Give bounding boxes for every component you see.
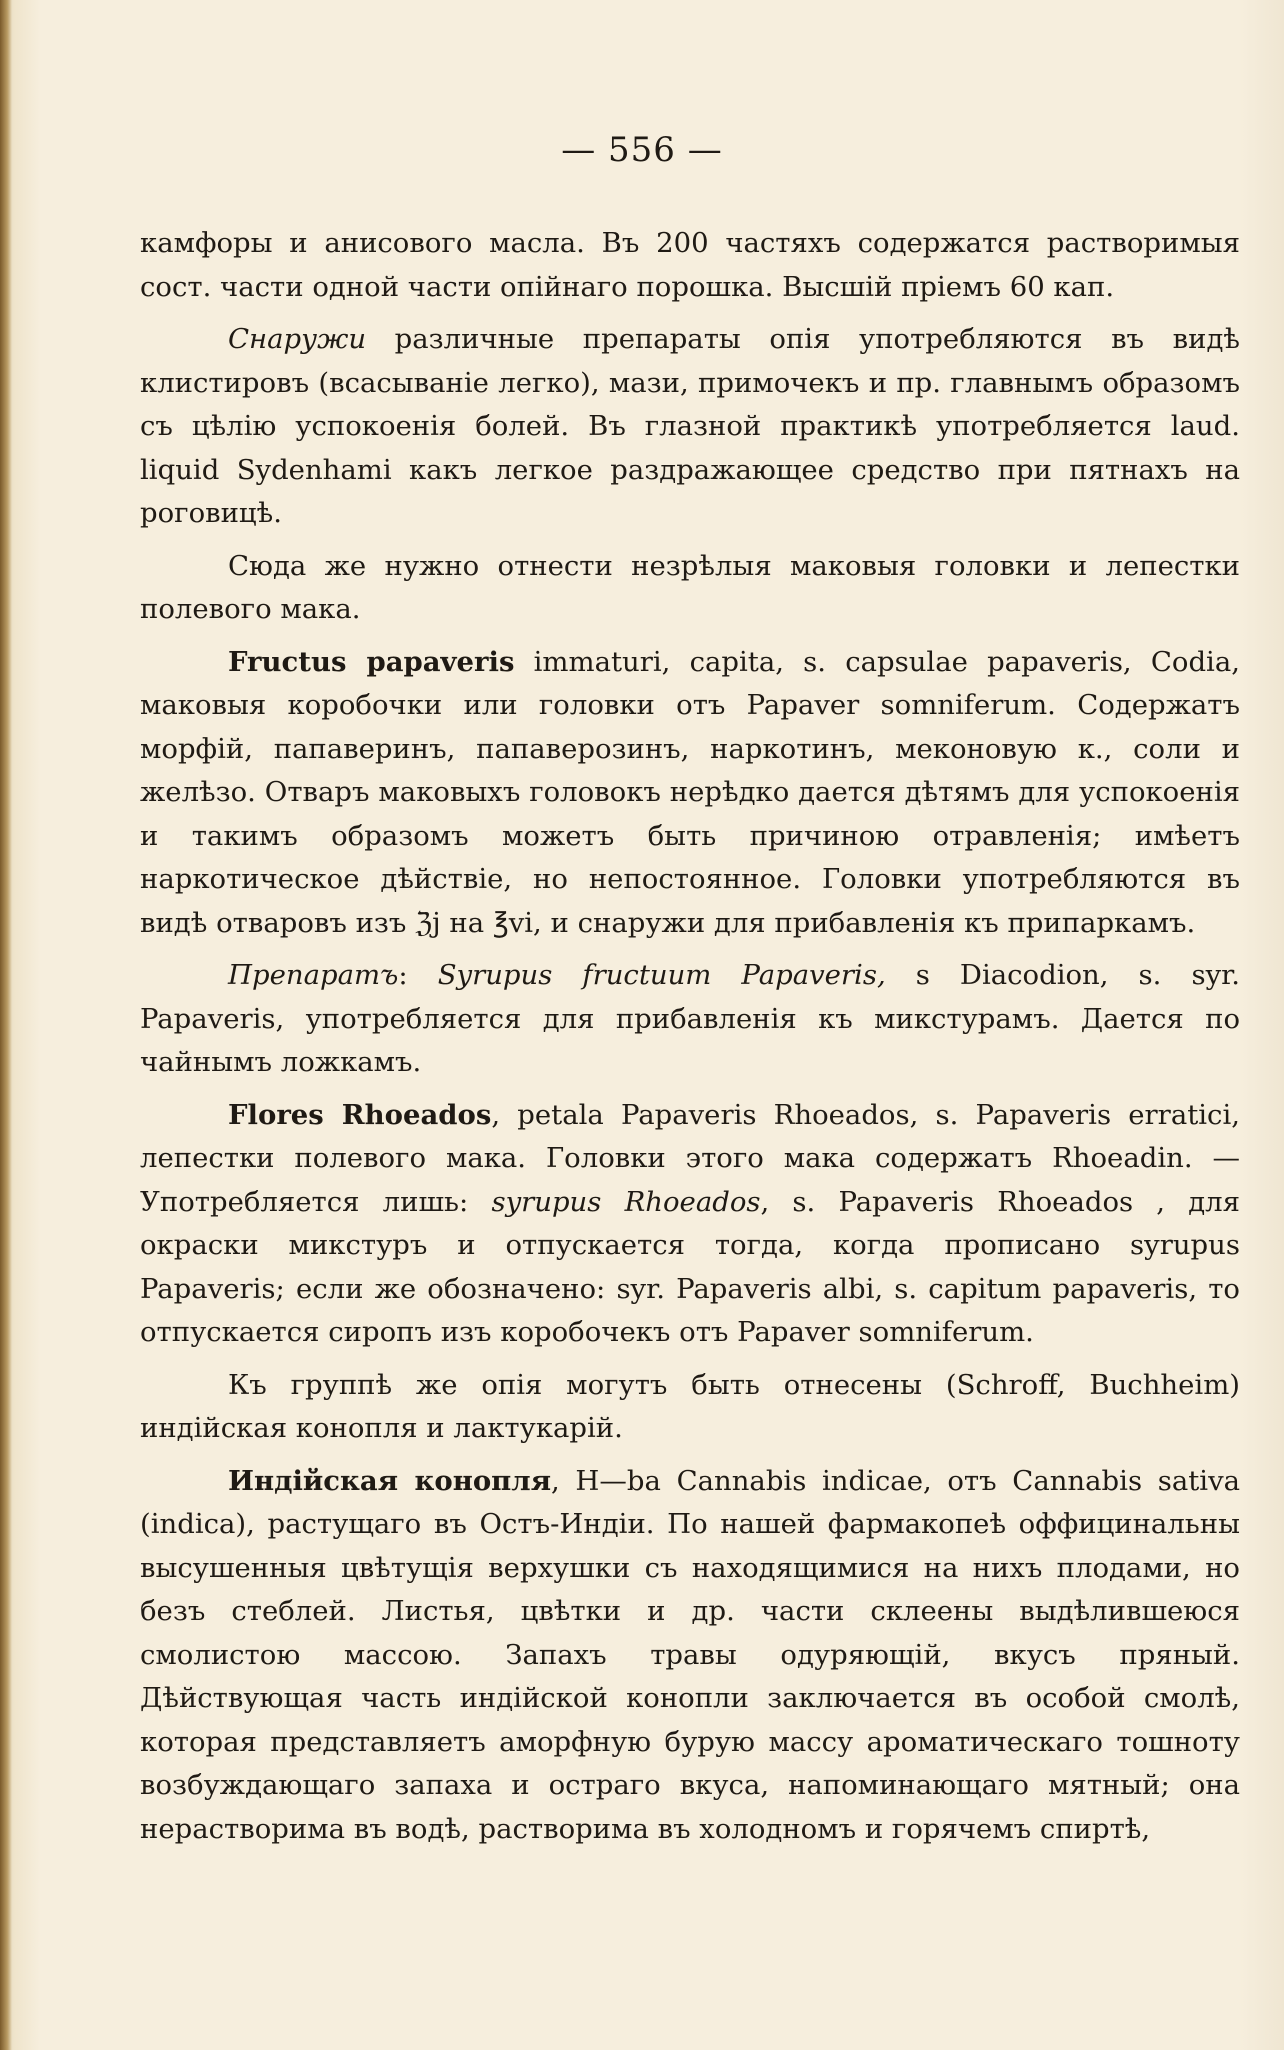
- paragraph-p7: [140, 1364, 1240, 1451]
- book-spine-edge: [0, 0, 12, 2050]
- text-run: камфоры и анисового масла. Въ 200 частяхъ содержатся растворимыя сост. части одной части опійнаго порошка. Высшій пріемъ 60 кап.: [140, 227, 1240, 303]
- text-run: Flores Rhoeados: [228, 1098, 492, 1131]
- paragraph-p4: [140, 641, 1240, 946]
- paragraph-p1: [140, 222, 1240, 309]
- page-body-text: [140, 222, 1240, 1860]
- text-run: Препаратъ: [228, 959, 399, 991]
- paragraph-p2: [140, 318, 1240, 536]
- text-run: Fructus papaveris: [228, 645, 515, 678]
- text-run: Syrupus fructuum Papaveris,: [437, 959, 886, 991]
- paragraph-p6: [140, 1094, 1240, 1355]
- text-run: immaturi, capita, s. capsulae papaveris, Codia, маковыя коробочки или головки отъ Papaver somniferum. Содержатъ морфій, папаверинъ, папаверозинъ, наркотинъ, меконовую к., соли и желѣзо. Отваръ маковыхъ головокъ нерѣдко дается дѣтямъ для успокоенія и такимъ образомъ можетъ быть причиною отравленія; имѣетъ наркотическое дѣйствіе, но непостоянное. Головки употребляются въ видѣ отваровъ изъ ℨj на ℥vi, и снаружи для прибавленія къ припаркамъ.: [140, 645, 1240, 939]
- text-run: Индійская конопля: [228, 1464, 552, 1497]
- paragraph-p8: [140, 1460, 1240, 1852]
- text-run: Сюда же нужно отнести незрѣлыя маковыя головки и лепестки полевого мака.: [140, 549, 1240, 625]
- text-run: Снаружи: [228, 323, 367, 355]
- text-run: syrupus Rhoeados: [491, 1185, 761, 1218]
- text-run: , petala Papaveris Rhoeados, s. Papaveris erratici, лепестки полевого мака. Головки этого мака содержатъ Rhoeadin. — Употребляется лишь:: [140, 1098, 1240, 1218]
- text-run: различные препараты опія употребляются въ видѣ клистировъ (всасываніе легко), мази, примочекъ и пр. главнымъ образомъ съ цѣлію успокоенія болей. Въ глазной практикѣ употребляется laud. liquid Sydenhami какъ легкое раздражающее средство при пятнахъ на роговицѣ.: [140, 323, 1240, 529]
- page-number: — 556 —: [561, 130, 723, 170]
- text-run: , H—ba Cannabis indicae, отъ Cannabis sativa (indica), растущаго въ Остъ-Индіи. По нашей фармакопеѣ оффицинальны высушенныя цвѣтущія верхушки съ находящимися на нихъ плодами, но безъ стеблей. Листья, цвѣтки и др. части склеены выдѣлившеюся смолистою массою. Запахъ травы одуряющій, вкусъ пряный. Дѣйствующая часть индійской конопли заключается въ особой смолѣ, которая представляетъ аморфную бурую массу ароматическаго тошноту возбуждающаго запаха и остраго вкуса, напоминающаго мятный; она нерастворима въ водѣ, растворима въ холодномъ и горячемъ спиртѣ,: [140, 1464, 1240, 1845]
- text-run: , s. Papaveris Rhoeados , для окраски микстуръ и отпускается тогда, когда прописано syrupus Papaveris; если же обозначено: syr. Papaveris albi, s. capitum papaveris, то отпускается сиропъ изъ коробочекъ отъ Papaver somniferum.: [140, 1185, 1240, 1348]
- text-run: Къ группѣ же опія могутъ быть отнесены (Schroff, Buchheim) индійская конопля и лактукарій.: [140, 1368, 1240, 1444]
- paragraph-p5: [140, 954, 1240, 1085]
- text-run: :: [398, 959, 438, 991]
- text-run: s Diacodion, s. syr. Papaveris, употребляется для прибавленія къ микстурамъ. Дается по чайнымъ ложкамъ.: [140, 959, 1240, 1078]
- paragraph-p3: [140, 545, 1240, 632]
